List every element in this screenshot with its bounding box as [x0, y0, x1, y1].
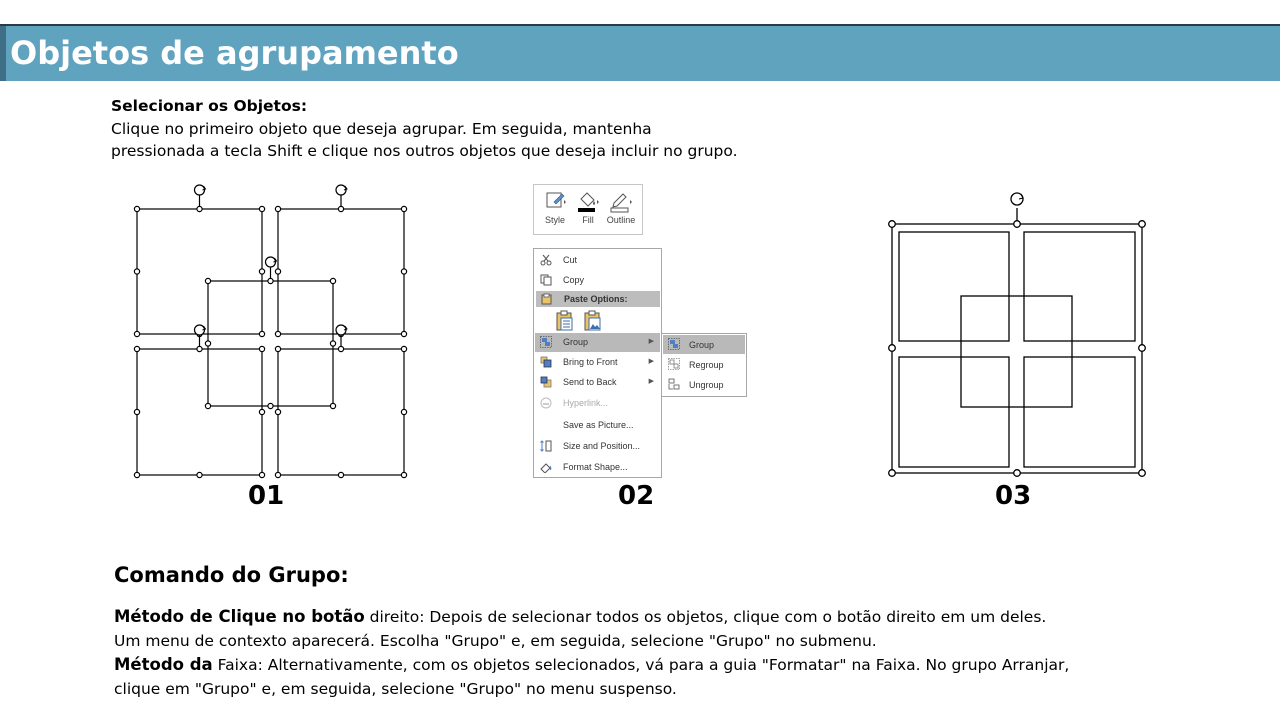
paste-as-picture-icon[interactable]	[583, 310, 603, 332]
resize-handle	[205, 341, 210, 346]
resize-handle	[259, 472, 264, 477]
submenu-item-regroup[interactable]	[663, 355, 745, 374]
figure-01-label: 01	[248, 481, 285, 511]
shape-bottom-left	[899, 357, 1009, 467]
group-selection-frame	[889, 193, 1146, 476]
shape-top-right	[275, 185, 406, 337]
resize-handle	[401, 331, 406, 336]
resize-handle	[197, 346, 202, 351]
ribbon-outline-label: Outline	[606, 215, 636, 225]
resize-handle	[259, 206, 264, 211]
menu-item-send-to-back-label: Send to Back	[563, 377, 617, 387]
resize-handle	[338, 472, 343, 477]
shape-center	[205, 257, 335, 409]
menu-item-bring-to-front-label: Bring to Front	[563, 357, 618, 367]
intro-line-1: Clique no primeiro objeto que deseja agrupar. Em seguida, mantenha	[111, 119, 652, 138]
submenu-item-ungroup-label: Ungroup	[689, 380, 724, 390]
resize-handle	[197, 206, 202, 211]
resize-handle	[401, 409, 406, 414]
method-right-click-text: direito: Depois de selecionar todos os objetos, clique com o botão direito em um deles. Um menu de contexto aparecerá. Escolha "Grupo" e, em seguida, selecione "Grupo" no submenu.	[114, 608, 1047, 650]
menu-item-group-label: Group	[563, 337, 589, 347]
shape-outline	[278, 349, 404, 475]
hyperlink-icon	[540, 397, 552, 409]
shape-bottom-left	[134, 325, 264, 478]
rotate-handle-icon	[195, 325, 206, 335]
menu-item-copy-label: Copy	[563, 275, 585, 285]
command-title: Comando do Grupo:	[114, 563, 349, 587]
resize-handle	[134, 269, 139, 274]
resize-handle	[268, 403, 273, 408]
resize-handle	[338, 206, 343, 211]
submenu-item-regroup-label: Regroup	[689, 360, 724, 370]
resize-handle	[134, 472, 139, 477]
resize-handle	[259, 346, 264, 351]
submenu-arrow-icon: ▶	[648, 338, 654, 345]
method-right-click	[114, 605, 1074, 653]
submenu-item-ungroup[interactable]	[663, 375, 745, 394]
menu-item-format-shape[interactable]	[535, 458, 660, 477]
resize-handle	[1139, 470, 1146, 477]
menu-item-group[interactable]	[535, 333, 660, 352]
resize-handle	[134, 409, 139, 414]
resize-handle	[205, 278, 210, 283]
context-menu	[533, 248, 662, 478]
group-icon	[668, 338, 680, 350]
resize-handle	[259, 331, 264, 336]
menu-item-hyperlink-label: Hyperlink...	[563, 398, 609, 408]
resize-handle	[401, 206, 406, 211]
resize-handle	[275, 269, 280, 274]
size-position-icon	[540, 440, 552, 452]
resize-handle	[275, 346, 280, 351]
method-ribbon-text: Faixa: Alternativamente, com os objetos selecionados, vá para a guia "Formatar" na Faixa. No grupo Arranjar, clique em "Grupo" e, em seguida, selecione "Grupo" no menu suspenso.	[114, 656, 1070, 698]
method-ribbon-heading: Método da	[114, 655, 213, 674]
resize-handle	[330, 403, 335, 408]
paste-keep-formatting-icon[interactable]	[555, 310, 575, 332]
shape-outline	[208, 281, 333, 406]
menu-item-save-as-picture-label: Save as Picture...	[563, 420, 634, 430]
submenu-item-group-label: Group	[689, 340, 715, 350]
rotate-handle-icon	[1011, 193, 1023, 205]
resize-handle	[330, 278, 335, 283]
shape-outline	[137, 349, 262, 475]
clipboard-icon	[541, 293, 553, 305]
ribbon-fill-button[interactable]	[571, 185, 605, 236]
resize-handle	[275, 472, 280, 477]
resize-handle	[1014, 470, 1021, 477]
rotate-handle-icon	[336, 325, 347, 335]
resize-handle	[134, 346, 139, 351]
menu-item-size-and-position-label: Size and Position...	[563, 441, 641, 451]
method-ribbon	[114, 653, 1074, 701]
intro-heading: Selecionar os Objetos:	[111, 97, 308, 115]
resize-handle	[268, 278, 273, 283]
menu-item-format-shape-label: Format Shape...	[563, 462, 628, 472]
submenu-arrow-icon: ▶	[648, 378, 654, 385]
resize-handle	[1139, 345, 1146, 352]
ribbon-outline-button[interactable]	[604, 185, 638, 236]
shape-outline	[137, 209, 262, 334]
resize-handle	[330, 341, 335, 346]
ribbon-style-label: Style	[544, 215, 565, 225]
resize-handle	[1139, 221, 1146, 228]
ribbon-style-button[interactable]	[538, 185, 572, 236]
resize-handle	[205, 403, 210, 408]
menu-item-copy[interactable]	[535, 271, 660, 290]
resize-handle	[401, 346, 406, 351]
resize-handle	[197, 472, 202, 477]
intro-text	[111, 95, 811, 163]
resize-handle	[889, 470, 896, 477]
ribbon-fill-label: Fill	[582, 215, 594, 225]
submenu-arrow-icon: ▶	[648, 358, 654, 365]
send-to-back-icon	[540, 376, 552, 388]
submenu-item-group[interactable]	[663, 335, 745, 354]
resize-handle	[401, 269, 406, 274]
resize-handle	[889, 221, 896, 228]
method-right-click-heading: Método de Clique no botão	[114, 607, 365, 626]
shape-bottom-right	[1024, 357, 1135, 467]
format-shape-icon	[540, 461, 552, 473]
shape-outline	[278, 209, 404, 334]
figure-02-label: 02	[618, 481, 655, 511]
copy-icon	[540, 274, 552, 286]
resize-handle	[275, 409, 280, 414]
shape-top-right	[1024, 232, 1135, 341]
figure-03-grouped-shapes	[880, 186, 1155, 481]
paste-options-label: Paste Options:	[564, 294, 628, 304]
shape-top-left	[134, 185, 264, 337]
menu-item-hyperlink[interactable]	[535, 394, 660, 413]
resize-handle	[259, 409, 264, 414]
menu-item-bring-to-front[interactable]	[535, 353, 660, 372]
rotate-handle-icon	[266, 257, 277, 267]
shape-style-icon	[544, 190, 568, 214]
shape-top-left	[899, 232, 1009, 341]
resize-handle	[401, 472, 406, 477]
group-outline	[892, 224, 1142, 473]
menu-item-size-and-position[interactable]	[535, 437, 660, 456]
title-bar	[0, 24, 1280, 81]
paste-options-header	[536, 291, 660, 307]
menu-item-cut-label: Cut	[563, 255, 578, 265]
resize-handle	[275, 331, 280, 336]
menu-item-save-as-picture[interactable]	[535, 416, 660, 435]
scissors-icon	[540, 254, 552, 266]
shape-bottom-right	[275, 325, 406, 478]
group-icon	[540, 336, 552, 348]
page-title: Objetos de agrupamento	[10, 34, 459, 72]
outline-pen-icon	[608, 189, 634, 215]
rotate-handle-icon	[195, 185, 206, 195]
group-submenu	[661, 333, 747, 397]
rotate-handle-icon	[336, 185, 347, 195]
shape-center	[961, 296, 1072, 407]
menu-item-send-to-back[interactable]	[535, 373, 660, 392]
resize-handle	[889, 345, 896, 352]
intro-line-2: pressionada a tecla Shift e clique nos outros objetos que deseja incluir no grupo.	[111, 142, 738, 160]
regroup-icon	[668, 358, 680, 370]
resize-handle	[275, 206, 280, 211]
figure-01-selected-shapes	[126, 178, 416, 483]
format-ribbon-snippet	[533, 184, 643, 235]
resize-handle	[338, 346, 343, 351]
figure-03-label: 03	[995, 481, 1032, 511]
ungroup-icon	[668, 378, 680, 390]
menu-item-cut[interactable]	[535, 251, 660, 270]
resize-handle	[259, 269, 264, 274]
resize-handle	[1014, 221, 1021, 228]
bring-to-front-icon	[540, 356, 552, 368]
fill-bucket-icon	[575, 189, 601, 215]
resize-handle	[134, 206, 139, 211]
resize-handle	[134, 331, 139, 336]
